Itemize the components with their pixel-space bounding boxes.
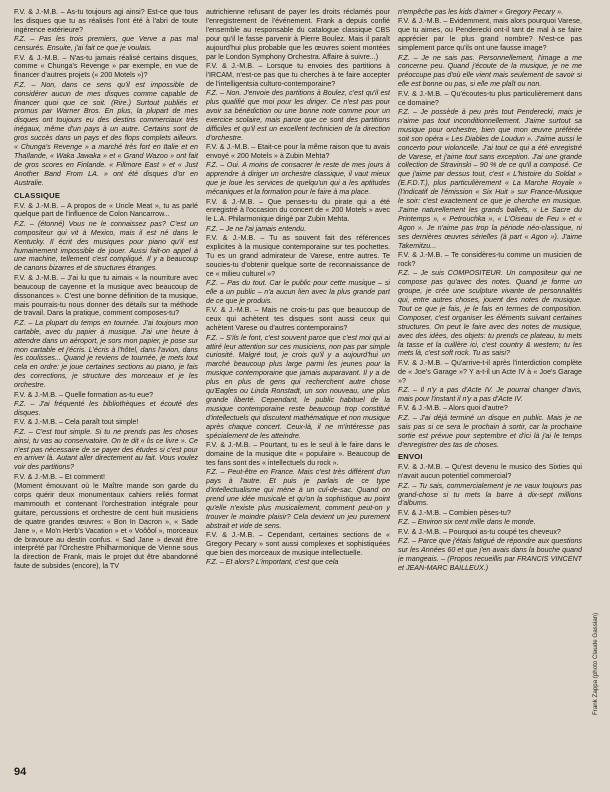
paragraph: F.Z. – S'ils le font, c'est souvent parce que c'est moi qui ai attiré leur attention sur ces musiciens, non pas par simple curiosité. Malgré tout, je crois qu'il y a aujourd'hui un marché beaucoup plus large parmi les jeunes pour la musique contemporaine que jamais auparavant. Il y a de plus en plus de gens qui recherchent autre chose qu'Eagles ou Linda Ronstadt, un son nouveau, une plus grande liberté. Cependant, le public habituel de la musique contemporaine reste beaucoup trop constitué d'intellectuels qui discutent mathématique et non musique après chaque concert. Ceux-là, il ne m'intéresse pas spécialement de les atteindre. <box>206 333 390 440</box>
paragraph: F.V. & J.-M.B. – Que penses-tu du pirate qui a été enregistré à l'occasion du concert de « 200 Motels » avec le L.A. Philarmonique dirigé par Zubin Mehta. <box>206 197 390 224</box>
paragraph: F.V. & J.-M.B. – Cependant, certaines sections de « Gregory Pecary » sont aussi complexes et sophistiquées que bien des morceaux de musique intellectuelle. <box>206 531 390 557</box>
paragraph: F.Z. – Tu sais, commercialement je ne vaux toujours pas grand-chose si tu mets la barre à dix-sept millions d'albums. <box>398 481 582 508</box>
paragraph: F.V. & J.-M.B. – Pourquoi as-tu coupé tes cheveux? <box>398 527 561 536</box>
column-1 <box>14 8 198 750</box>
section-heading: ENVOI <box>398 452 423 462</box>
paragraph: F.Z. – Il n'y a pas d'Acte IV. Je pourrai changer d'avis, mais pour l'instant il n'y a pas d'Acte IV. <box>398 386 582 403</box>
paragraph: F.Z. – C'est tout simple. Si tu ne prends pas les choses ainsi, tu vas au conservatoire. On te dit « lis ce livre ». Ce n'est pas nécessaire de se payer des études si c'est pour en arriver là. Autant aller directement au fait. Vous voulez voir des partitions? <box>14 427 198 472</box>
paragraph: F.Z. – J'ai déjà terminé un disque en public. Mais je ne sais pas si ce sera le prochain à sortir, car la prochaine sortie est prévue pour septembre et d'ici là j'ai le temps d'enregistrer des tas de choses. <box>398 413 582 449</box>
paragraph: F.V. & J.-M.B. – Qu'est devenu le musico des Sixties qui n'avait aucun potentiel commercial? <box>398 463 582 481</box>
paragraph: F.V. & J.-M.B. – Alors quoi d'autre? <box>398 404 508 413</box>
paragraph: (Moment émouvant où le Maître mande son garde du corps quérir deux monumentaux cahiers reliés format mammouth et contenant l'orchestration intégrale pour guitare, percussions et orchestre de cent huit musiciens de quatre grandes œuvres: « Bon In Dacron », « Sade Jane », « Mo'n Herb's Vacation » et « Voôôol », morceaux de bravoure au destin confus. « Sad Jane » devait être interprété par l'Orchestre Philharmonique de Vienne sous la direction de Frank, mais le projet dut être abandonné faute de subsides (encore), la TV <box>14 482 198 571</box>
paragraph: F.V. & J.-M.B. – A propos de « Uncle Meat », tu as parlé quelque part de l'influence de Colon Nancarrow... <box>14 201 198 219</box>
paragraph: F.V. & J.-M.B. – Lorsque tu envoies des partitions à l'IRCAM, n'est-ce pas que tu cherches à te faire accepter de l'intelligentsia culturo-contemporaine? <box>206 61 390 88</box>
photo-credit: Frank Zappa (photo Claude Gassian) <box>592 612 599 715</box>
paragraph: F.Z. – Je ne sais pas. Personnellement, l'image a me concerne peu. Quand j'écoute de la musique, je ne me préoccupe pas d'où elle vient mais seulement de savoir si elle est bonne ou pas, si elle me plaît ou non. <box>398 53 582 89</box>
paragraph: F.Z. – Pas du tout. Car le public pour cette musique – si elle a un public – n'a aucun lien avec la plus grande part de ce que je produis. <box>206 279 390 305</box>
paragraph: F.Z. – La plupart du temps en tournée. J'ai toujours mon cartable, avec du papier à musique. J'ai une heure à attendre dans un aéroport, je sors mon papier, je pose sur mon cartable et j'écris. L'écris à l'hôtel, dans l'avion, dans les coulisses... Quand je reviens de tournée, je mets tout cela en ordre: je joue certaines sections au piano, je fais des corrections, je structure des morceaux et je les orchestre. <box>14 318 198 390</box>
paragraph: F.V. & J.-M.B. – Etait-ce pour la même raison que tu avais envoyé « 200 Motels » à Zubin Mehta? <box>206 143 390 160</box>
paragraph: autrichienne refusant de payer les droits réclamés pour l'enregistrement de l'événement. Frank a depuis confié l'ensemble au responsable du catalogue classique CBS pour qu'il le fasse parvenir à Pierre Boulez. Mais il paraît aujourd'hui plus probable que les œuvres soient montées par le London Symphony Orchestra. Affaire à suivre...) <box>206 8 390 61</box>
paragraph: F.Z. – J'ai fréquenté les bibliothèques et écouté des disques. <box>14 399 198 417</box>
paragraph: F.V. & J.-M.B. – Mais ne crois-tu pas que beaucoup de ceux qui achètent tes disques sont aussi ceux qui achètent Varese ou d'autres contemporains? <box>206 306 390 333</box>
paragraph: F.V. & J.-M.B. – Tu as souvent fait des références explicites à la musique contemporaine sur tes pochettes. Tu es un grand admirateur de Varese, entre autres. Te soucies-tu d'obtenir quelque sorte de reconnaissance de ce « milieu culturel »? <box>206 234 390 278</box>
paragraph: F.V. & J.-M.B. – Evidemment, mais alors pourquoi Varese, que tu aimes, ou Penderecki ont-il tant de mal à se faire apprécier par le plus grand nombre? N'est-ce pas simplement parce qu'ils ont une fausse image? <box>398 17 582 53</box>
paragraph: F.Z. – (étonné) Vous ne le connaissez pas? C'est un compositeur qui vit à Mexico, mais il est né dans le Kentucky. Il écrit des musiques pour piano qu'il est humainement impossible de jouer. Aussi fait-on appel à une machine, tellement c'est compliqué. Il y a beaucoup de canons bizarres et de structures étranges. <box>14 219 198 273</box>
paragraph: F.V. & J.-M.B. – Qu'écoutes-tu plus particulièrement dans ce domaine? <box>398 89 582 107</box>
paragraph: F.Z. – Parce que j'étais fatigué de répondre aux questions sur les Années 60 et que j'en avais dans la bouche quand je mangeais. – (Propos recueillis par FRANCIS VINCENT et JEAN-MARC BAILLEUX.) <box>398 537 582 572</box>
paragraph: F.V. & J.-M.B. – As-tu toujours agi ainsi? Est-ce que tous les disques que tu as réalisés l'ont été à l'abri de toute ingérence extérieure? <box>14 8 198 34</box>
paragraph: F.V. & J.-M.B. – Combien pèses-tu? <box>398 508 511 517</box>
page-number: 94 <box>14 766 27 778</box>
paragraph: F.Z. – Oui. A moins de consacrer le reste de mes jours à apprendre à diriger un orchestre classique, il vaut mieux que je loue les services de quelqu'un qui a les aptitudes mécaniques et la formation pour le faire à ma place. <box>206 161 390 197</box>
paragraph: F.V. & J.-M.B. – Et comment! <box>14 472 106 481</box>
paragraph: F.V. & J.-M.B. – J'ai lu que tu aimais « la nourriture avec beaucoup de cayenne et la musique avec beaucoup de dissonances ». C'est une bonne définition de ta musique, mais pourrais-tu nous donner des détails sur ta méthode de travail. Dans la pratique, comment composes-tu? <box>14 273 198 318</box>
column-3 <box>398 8 582 750</box>
paragraph: F.V. & J.-M.B. – Pourtant, tu es le seul à le faire dans le domaine de la musique dite « populaire ». Beaucoup de tes fans sont des « intellectuels du rock ». <box>206 441 390 467</box>
paragraph: F.Z. – Je suis COMPOSITEUR. Un compositeur qui ne compose pas qu'avec des notes. Quand je forme un groupe, je crée une sculpture vivante de personnalités qui, entre autres choses, jouent des notes de musique. Tout ce que je fais, je le fais en termes de composition. Composer, c'est organiser les éléments suivant certaines structures. On peut le faire avec des notes de musique, avec des idées, des objets: tu prends ce plateau, tu mets la tasse et la cuillère ici, c'est country & western; tu les mets là, c'est soft rock. Tu as saisi? <box>398 269 582 358</box>
paragraph: n'empêche pas les kids d'aimer « Gregory Pecary ». <box>398 8 564 16</box>
paragraph: F.V. & J.-M.B. – Te considères-tu comme un musicien de rock? <box>398 250 582 268</box>
section-heading: CLASSIQUE <box>14 190 61 200</box>
paragraph: F.Z. – Et alors? L'important, c'est que cela <box>206 558 339 567</box>
paragraph: F.Z. – Non. J'envoie des partitions à Boulez, c'est qu'il est plus qualifié que moi pour les diriger. Ce n'est pas pour avoir sa bénédiction ou une bonne note comme pour un exercice scolaire, mais parce que ce sont des partitions difficiles et qu'il est un excellent technicien de la direction d'orchestre. <box>206 89 390 142</box>
paragraph: F.Z. – Pas les trois premiers, que Verve a pas mal censurés. Ensuite, j'ai fait ce que je voulais. <box>14 35 198 53</box>
paragraph: F.Z. – Peut-être en France. Mais c'est très différent d'un pays à l'autre. Et puis je parlais de ce type d'intellectualisme qui mène à un cul-de-sac. Quand on prend une idée musicale et qu'on la sophistique au point qu'elle n'existe plus musicalement, comment peut-on y trouver le moindre plaisir? Cela devient un jeu purement abstrait et vide de sens. <box>206 468 390 530</box>
paragraph: F.V. & J.-M.B. – Qu'arrive-t-il après l'interdiction complète de « Joe's Garage »? Y a-t-il un Acte IV à « Joe's Garage »? <box>398 358 582 385</box>
article-columns <box>14 8 582 750</box>
paragraph: F.Z. – Je possède à peu près tout Penderecki, mais je n'aime pas tout inconditionnellement. J'aime surtout sa musique pour orchestre, bien que mon œuvre préférée soit son opéra « Les Diables de Loudun ». J'aime aussi le concerto pour violoncelle. J'ai tout ce qui a été enregistré de Varese, et j'aime tout sans exception. J'ai une grande collection de Stravinski – 90 % de ce qu'il a composé. Ce que j'aime par dessus tout, c'est « L'histoire du Soldat » (E.F.D.T.), plus particulièrement « La Marche Royale » (l'indicatif de l'émission « Six Huit » sur France-Musique le soir: c'est exactement ce que je cherche en musique. J'aime naturellement les grands ballets, « Le Sacre du Printemps », « Petrouchka », « L'Oiseau de Feu » et « Agon ». Je n'aime pas trop la période néo-classique, ni ses dernières œuvres sérielles (à part « Agon »). J'aime Takemitzu... <box>398 107 582 250</box>
paragraph: F.V. & J.-M.B. – N'as-tu jamais réalisé certains disques, comme « Chunga's Revenge » par exemple, en vue de financer d'autres projets (« 200 Motels »)? <box>14 53 198 80</box>
paragraph: F.Z. – Je ne l'ai jamais entendu. <box>206 224 307 233</box>
paragraph: F.Z. – Non, dans ce sens qu'il est impossible de considérer aucun de mes disques comme capable de financer quoi que ce soit. (Rire.) Surtout publiés et promus par Warner Bros. En plus, la plupart de mes disques ont toujours eu des destins commerciaux très inégaux, même d'un pays à un autre. Certains sont de gros succès dans un pays et des flops complets ailleurs. « Chunga's Revenge » a marché très fort en Italie et en Thaïlande, « Waka Jawaka » et « Grand Wazoo » ont fait de gros scores en Finlande. « Fillmore East » et « Just Another Band From LA. » ont été disques d'or en Australie. <box>14 80 198 187</box>
column-2 <box>206 8 390 750</box>
paragraph: F.Z. – Environ six cent mille dans le monde. <box>398 518 536 527</box>
paragraph: F.V. & J.-M.B. – Cela paraît tout simple! <box>14 418 139 427</box>
paragraph: F.V. & J.-M.B. – Quelle formation as-tu eue? <box>14 390 154 399</box>
